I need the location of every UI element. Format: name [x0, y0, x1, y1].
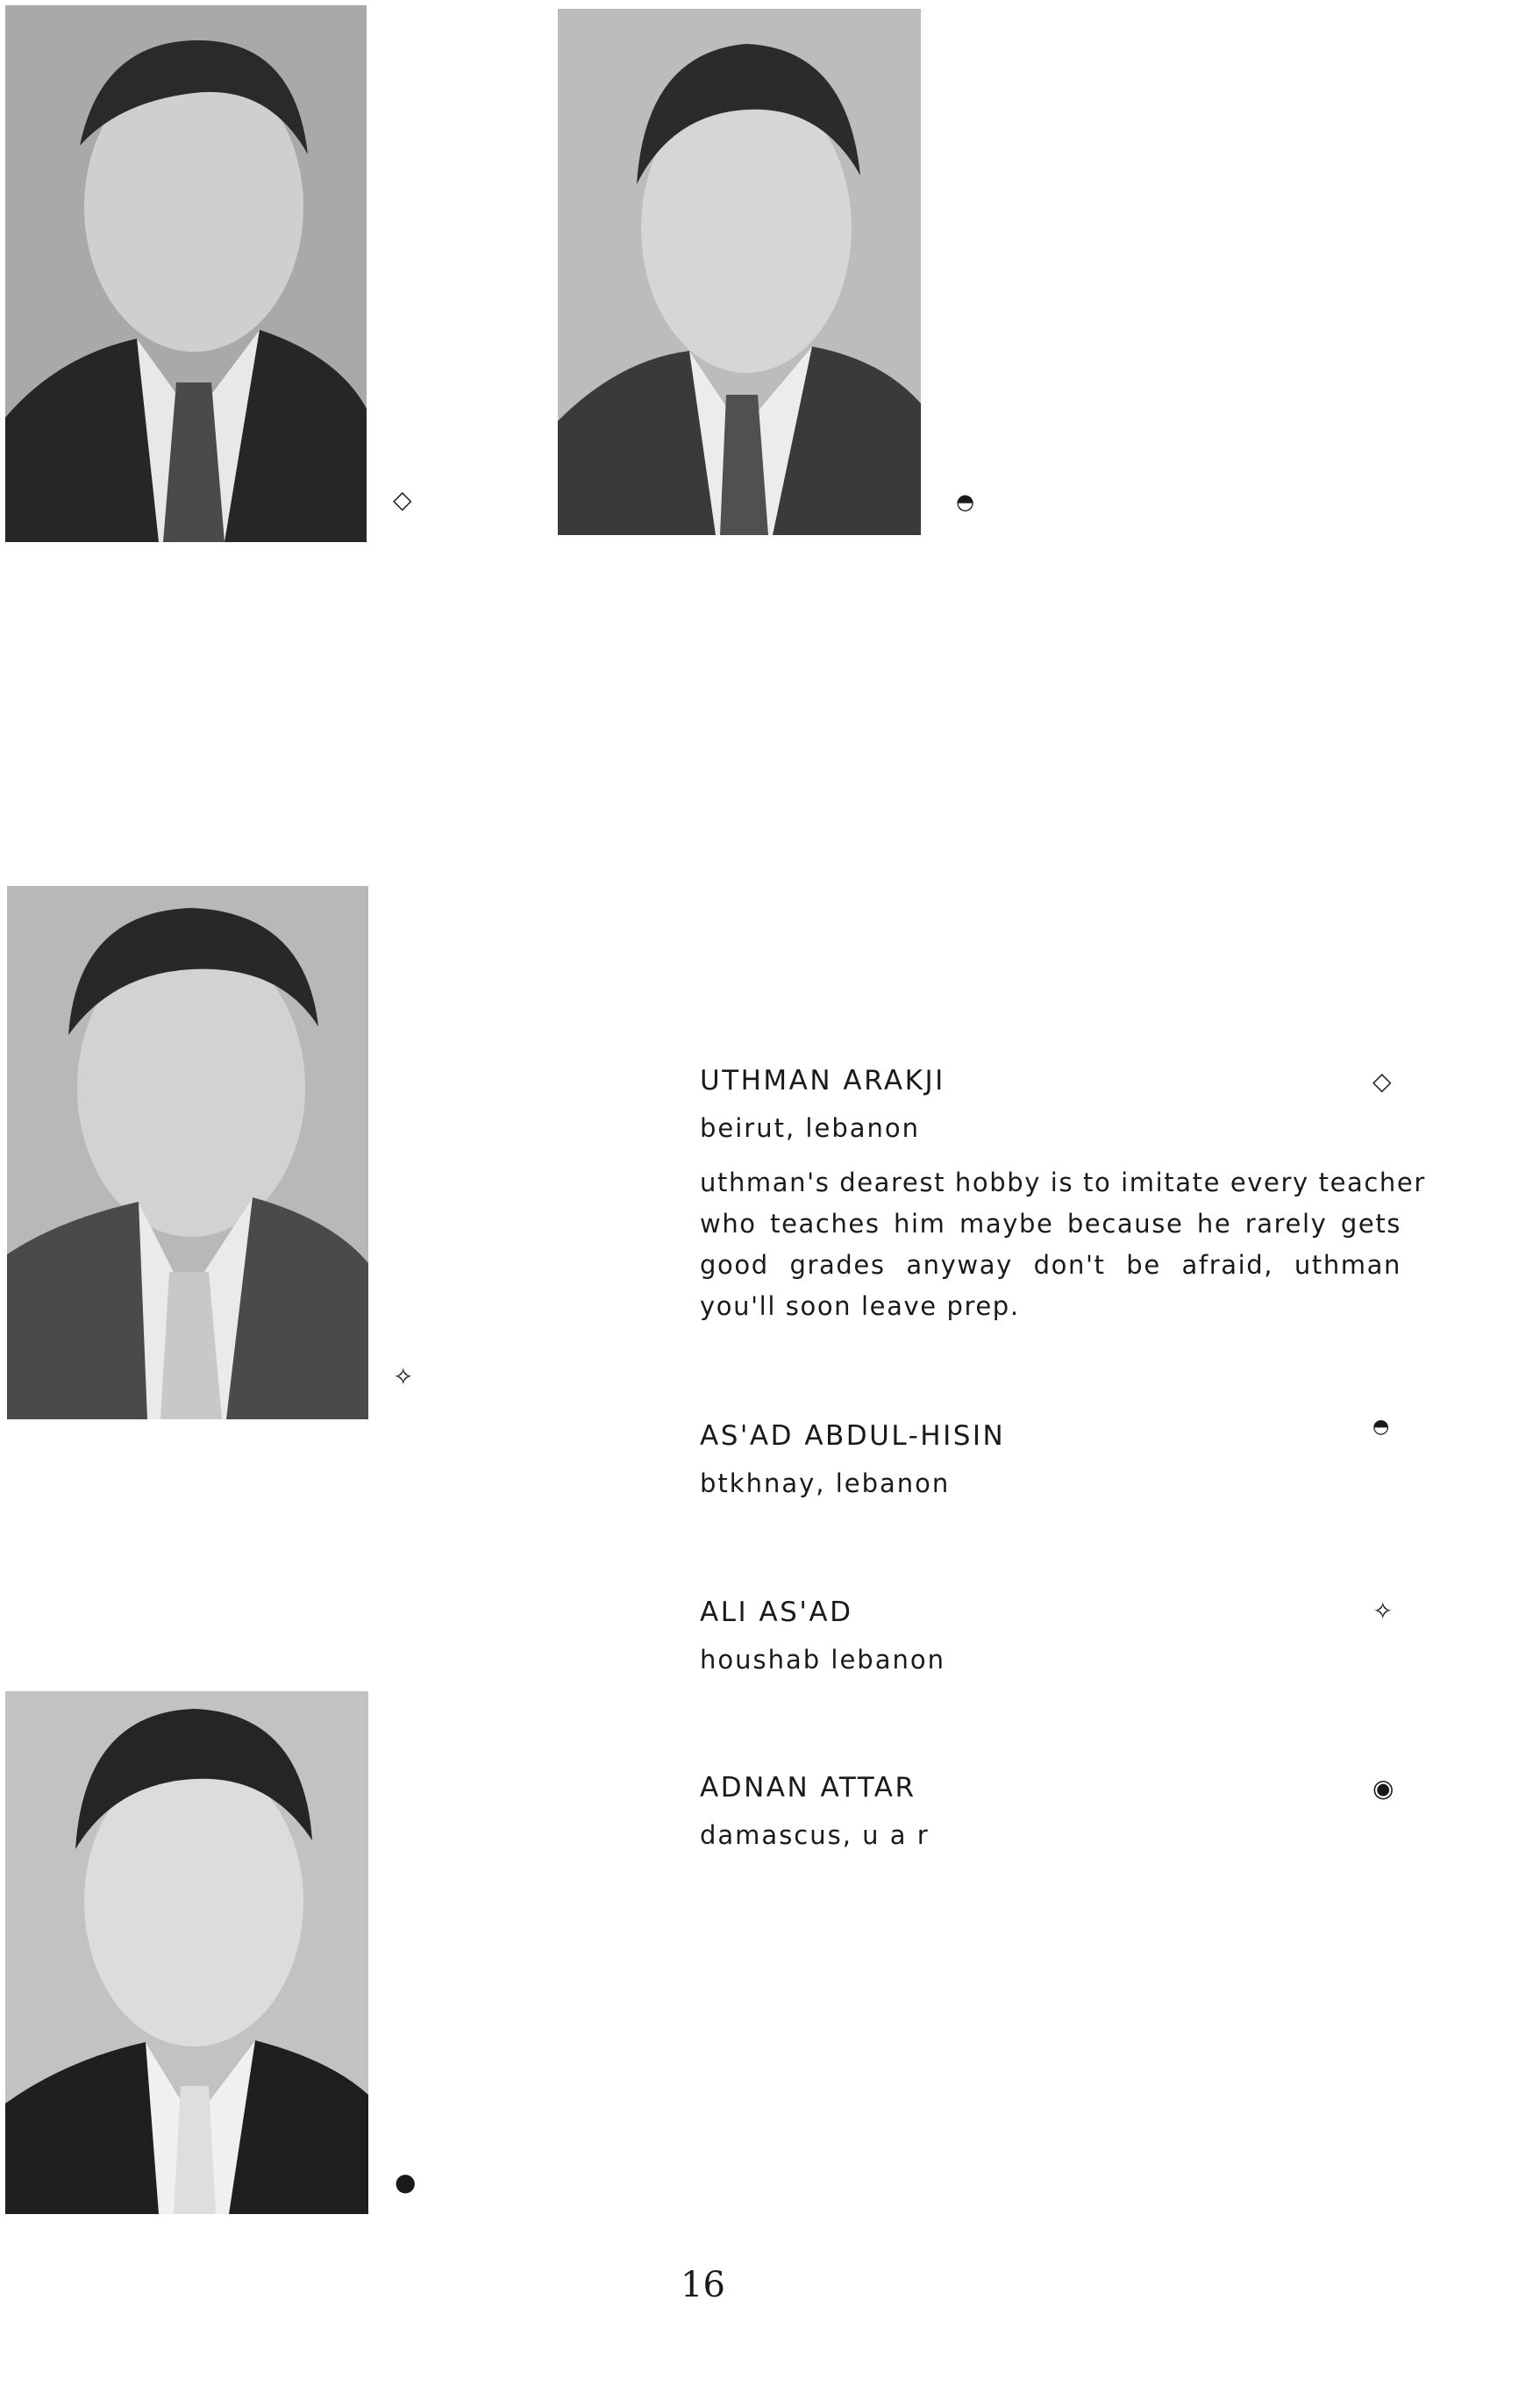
bio-line: good grades anyway don't be afraid, uthman: [700, 1250, 1401, 1280]
entry-ali-asad: [700, 1595, 1401, 1677]
photo-2-marker: ◓: [956, 489, 974, 514]
entry-place: houshab lebanon: [700, 1645, 945, 1675]
portrait-photo-4: [5, 1691, 368, 2214]
entry-name: UTHMAN ARAKJI: [700, 1065, 945, 1097]
portrait-photo-1: [5, 5, 367, 542]
photo-4-marker: ●: [395, 2168, 417, 2197]
bio-line: uthman's dearest hobby is to imitate every teacher: [700, 1168, 1426, 1197]
entry-place: damascus, u a r: [700, 1820, 930, 1850]
entry-name: AS'AD ABDUL-HISIN: [700, 1420, 1006, 1452]
bio-line: who teaches him maybe because he rarely gets: [700, 1209, 1401, 1239]
entry-name: ADNAN ATTAR: [700, 1772, 916, 1804]
entry-place: btkhnay, lebanon: [700, 1468, 951, 1498]
entry-asad-abdul-hisin: [700, 1418, 1401, 1501]
entry-adnan-attar: [700, 1770, 1401, 1853]
page-number: 16: [681, 2265, 725, 2305]
bio-paragraph: [700, 1162, 1426, 1327]
portrait-photo-2: [558, 9, 921, 535]
entry-place: beirut, lebanon: [700, 1113, 920, 1143]
portrait-photo-3: [7, 886, 368, 1419]
entry-1-marker: ◇: [1372, 1067, 1392, 1096]
entry-name: ALI AS'AD: [700, 1597, 853, 1628]
entry-3-marker: ✧: [1372, 1597, 1394, 1625]
entry-4-marker: ◉: [1372, 1774, 1394, 1803]
entry-2-marker: ◓: [1372, 1416, 1390, 1438]
entry-uthman-arakji: [700, 1063, 1401, 1146]
photo-3-marker: ✧: [393, 1362, 414, 1391]
bio-line: you'll soon leave prep.: [700, 1291, 1020, 1321]
photo-1-marker: ◇: [393, 485, 412, 514]
